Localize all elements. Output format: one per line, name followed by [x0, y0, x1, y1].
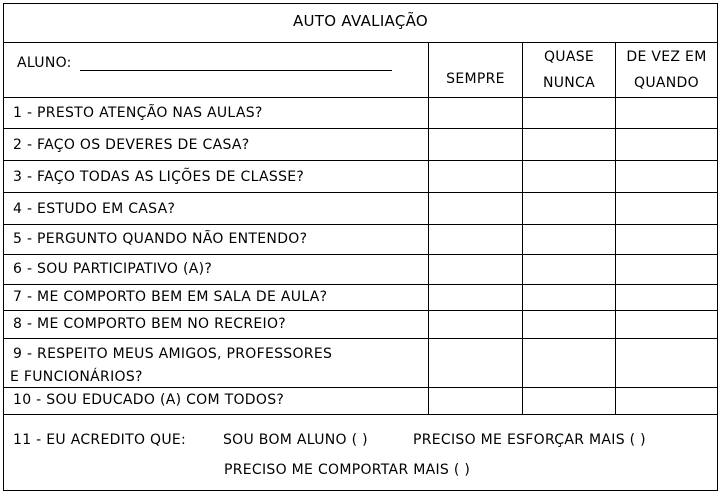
answer-cell-q9-quase-nunca[interactable] [523, 339, 615, 387]
aluno-name-field[interactable] [80, 70, 392, 71]
option-comportar-mais[interactable]: PRECISO ME COMPORTAR MAIS ( ) [224, 462, 471, 478]
answer-cell-q3-sempre[interactable] [429, 161, 522, 192]
question-1: 1 - PRESTO ATENÇÃO NAS AULAS? [13, 105, 263, 121]
answer-cell-q4-quase-nunca[interactable] [523, 193, 615, 224]
question-7: 7 - ME COMPORTO BEM EM SALA DE AULA? [13, 289, 328, 305]
question-9-line2: E FUNCIONÁRIOS? [10, 369, 143, 385]
question-2: 2 - FAÇO OS DEVERES DE CASA? [13, 137, 250, 153]
answer-cell-q8-de-vez-em-quando[interactable] [616, 311, 717, 338]
answer-cell-q5-quase-nunca[interactable] [523, 225, 615, 254]
answer-cell-q6-de-vez-em-quando[interactable] [616, 255, 717, 284]
answer-cell-q1-sempre[interactable] [429, 98, 522, 128]
column-header-de-vez-line1: DE VEZ EM [626, 49, 707, 65]
answer-cell-q10-sempre[interactable] [429, 388, 522, 414]
option-bom-aluno[interactable]: SOU BOM ALUNO ( ) [223, 432, 368, 448]
answer-cell-q8-sempre[interactable] [429, 311, 522, 338]
aluno-label: ALUNO: [17, 55, 72, 71]
answer-cell-q7-sempre[interactable] [429, 285, 522, 310]
answer-cell-q2-de-vez-em-quando[interactable] [616, 129, 717, 160]
answer-cell-q2-quase-nunca[interactable] [523, 129, 615, 160]
page-title: AUTO AVALIAÇÃO [292, 12, 429, 30]
question-9-line1: 9 - RESPEITO MEUS AMIGOS, PROFESSORES [13, 346, 333, 362]
column-header-quase-nunca-line1: QUASE [543, 49, 595, 65]
rule-row-10 [4, 414, 717, 415]
answer-cell-q1-quase-nunca[interactable] [523, 98, 615, 128]
answer-cell-q6-sempre[interactable] [429, 255, 522, 284]
question-10: 10 - SOU EDUCADO (A) COM TODOS? [13, 392, 285, 408]
self-evaluation-form [3, 3, 718, 491]
answer-cell-q1-de-vez-em-quando[interactable] [616, 98, 717, 128]
column-header-sempre: SEMPRE [446, 71, 505, 87]
answer-cell-q7-quase-nunca[interactable] [523, 285, 615, 310]
question-3: 3 - FAÇO TODAS AS LIÇÕES DE CLASSE? [13, 169, 305, 185]
answer-cell-q3-de-vez-em-quando[interactable] [616, 161, 717, 192]
answer-cell-q3-quase-nunca[interactable] [523, 161, 615, 192]
question-8: 8 - ME COMPORTO BEM NO RECREIO? [13, 316, 287, 332]
rule-under-title [4, 42, 717, 43]
answer-cell-q6-quase-nunca[interactable] [523, 255, 615, 284]
answer-cell-q8-quase-nunca[interactable] [523, 311, 615, 338]
answer-cell-q4-de-vez-em-quando[interactable] [616, 193, 717, 224]
question-11-lead: 11 - EU ACREDITO QUE: [13, 432, 187, 448]
answer-cell-q5-de-vez-em-quando[interactable] [616, 225, 717, 254]
answer-cell-q7-de-vez-em-quando[interactable] [616, 285, 717, 310]
question-4: 4 - ESTUDO EM CASA? [13, 201, 176, 217]
answer-cell-q10-quase-nunca[interactable] [523, 388, 615, 414]
column-header-quase-nunca-line2: NUNCA [542, 75, 596, 91]
answer-cell-q5-sempre[interactable] [429, 225, 522, 254]
answer-cell-q10-de-vez-em-quando[interactable] [616, 388, 717, 414]
question-6: 6 - SOU PARTICIPATIVO (A)? [13, 261, 213, 277]
answer-cell-q2-sempre[interactable] [429, 129, 522, 160]
answer-cell-q9-sempre[interactable] [429, 339, 522, 387]
column-header-de-vez-line2: QUANDO [634, 75, 699, 91]
answer-cell-q9-de-vez-em-quando[interactable] [616, 339, 717, 387]
option-esforcar-mais[interactable]: PRECISO ME ESFORÇAR MAIS ( ) [413, 432, 646, 448]
question-5: 5 - PERGUNTO QUANDO NÃO ENTENDO? [13, 231, 308, 247]
answer-cell-q4-sempre[interactable] [429, 193, 522, 224]
